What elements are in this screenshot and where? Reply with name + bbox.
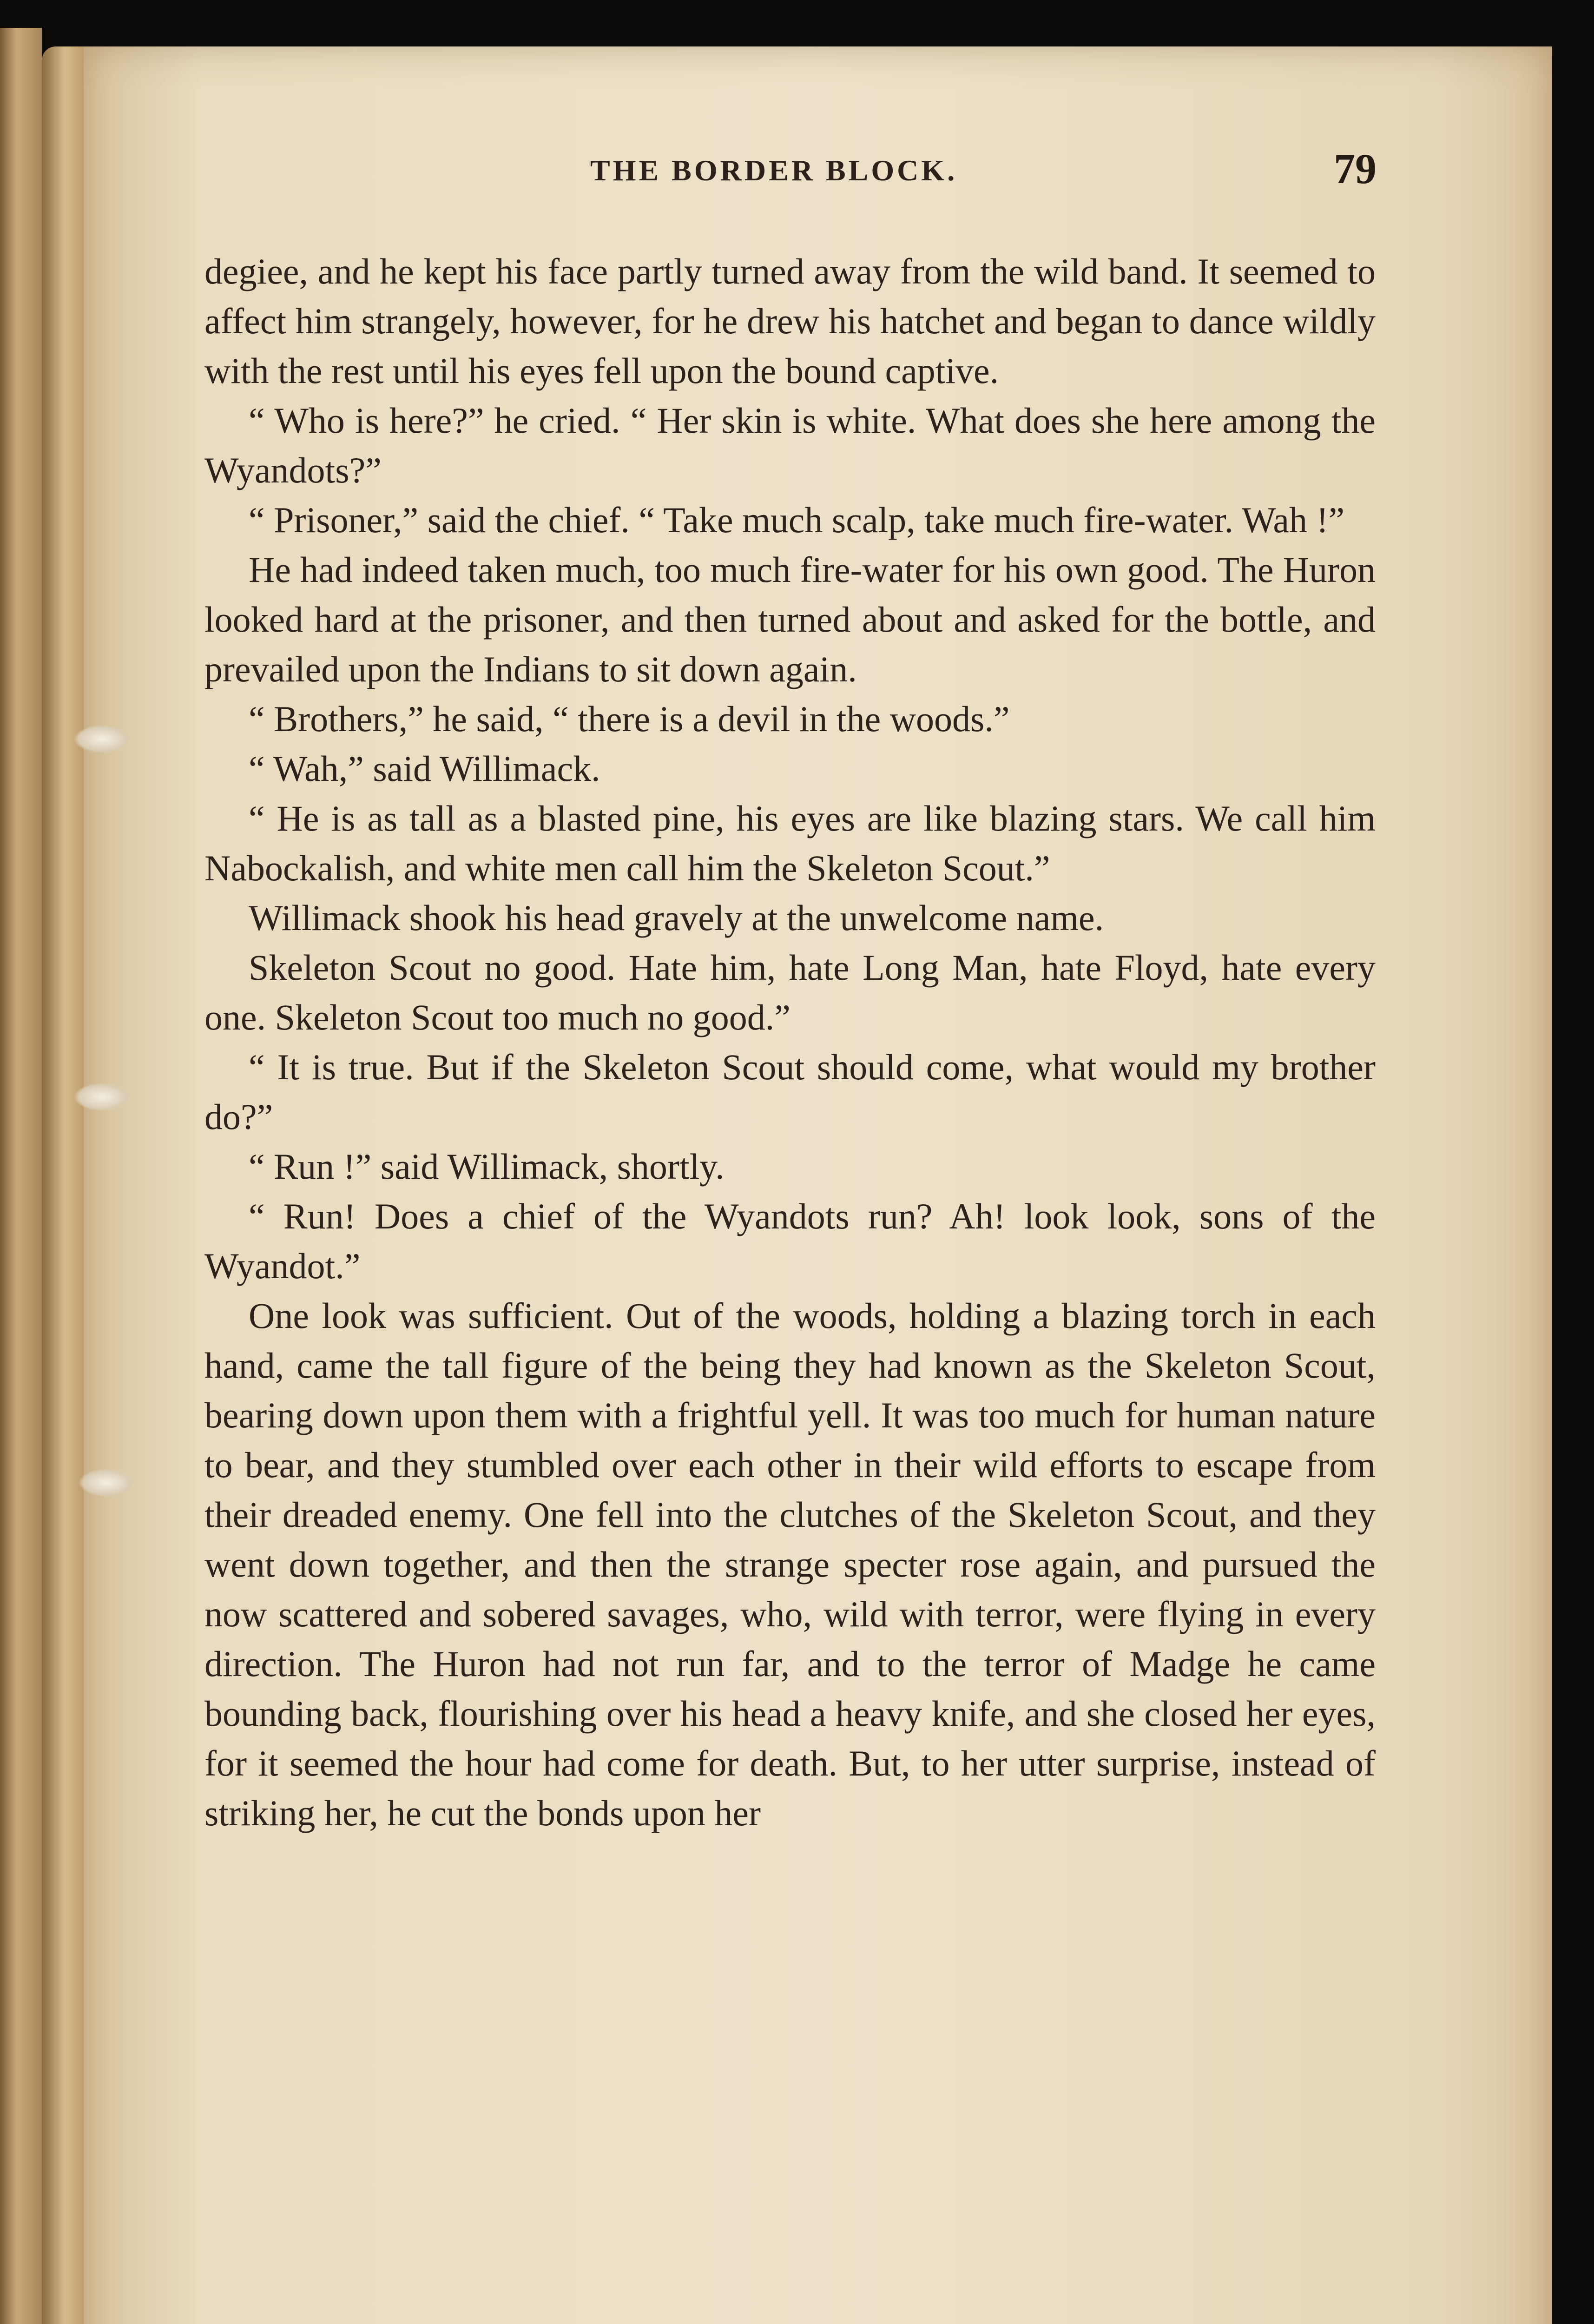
- paragraph: “ He is as tall as a blasted pine, his eyes are like blazing stars. We call him Nabockalish, and white men call him the Skeleton Scout.”: [204, 798, 1376, 888]
- paragraph: “ Prisoner,” said the chief. “ Take much scalp, take much fire-water. Wah !”: [249, 500, 1345, 540]
- paragraph: “ Run !” said Willimack, shortly.: [249, 1146, 725, 1187]
- binding-stitch: [74, 1083, 130, 1111]
- paragraph: He had indeed taken much, too much fire-water for his own good. The Huron looked hard at the prisoner, and then turned about and asked for the bottle, and prevailed upon the Indians to sit down again.: [204, 549, 1376, 689]
- paragraph: One look was sufficient. Out of the woods, holding a blazing torch in each hand, came the tall figure of the being they had known as the Skeleton Scout, bearing down upon them with a frightful yell. It was too much for human nature to bear, and they stumbled over each other in their wild efforts to escape from their dreaded enemy. One fell into the clutches of the Skeleton Scout, and they went down together, and then the strange specter rose again, and pursued the now scattered and sobered savages, who, wild with terror, were flying in every direction. The Huron had not run far, and to the terror of Madge he came bounding back, flourishing over his head a heavy knife, and she closed her eyes, for it seemed the hour had come for death. But, to her utter surprise, instead of striking her, he cut the bonds upon her: [204, 1295, 1376, 1833]
- paragraph: “ It is true. But if the Skeleton Scout should come, what would my brother do?”: [204, 1047, 1376, 1137]
- previous-page-edge: [0, 28, 42, 2324]
- page-body-text: [204, 246, 1376, 1838]
- page-number: 79: [1334, 145, 1377, 192]
- paragraph: “ Brothers,” he said, “ there is a devil in the woods.”: [249, 699, 1010, 739]
- paragraph: “ Who is here?” he cried. “ Her skin is white. What does she here among the Wyandots?”: [204, 400, 1376, 490]
- binding-stitch: [79, 1469, 135, 1497]
- paragraph: Willimack shook his head gravely at the unwelcome name.: [249, 898, 1104, 938]
- paragraph: Skeleton Scout no good. Hate him, hate Long Man, hate Floyd, hate every one. Skeleton Scout too much no good.”: [204, 947, 1376, 1037]
- paragraph: degiee, and he kept his face partly turned away from the wild band. It seemed to affect him strangely, however, for he drew his hatchet and began to dance wildly with the rest until his eyes fell upon the bound captive.: [204, 251, 1376, 391]
- running-head: THE BORDER BLOCK.: [590, 154, 958, 187]
- binding-stitch: [74, 725, 130, 753]
- paragraph: “ Wah,” said Willimack.: [249, 748, 600, 789]
- paragraph: “ Run! Does a chief of the Wyandots run? Ah! look look, sons of the Wyandot.”: [204, 1196, 1376, 1286]
